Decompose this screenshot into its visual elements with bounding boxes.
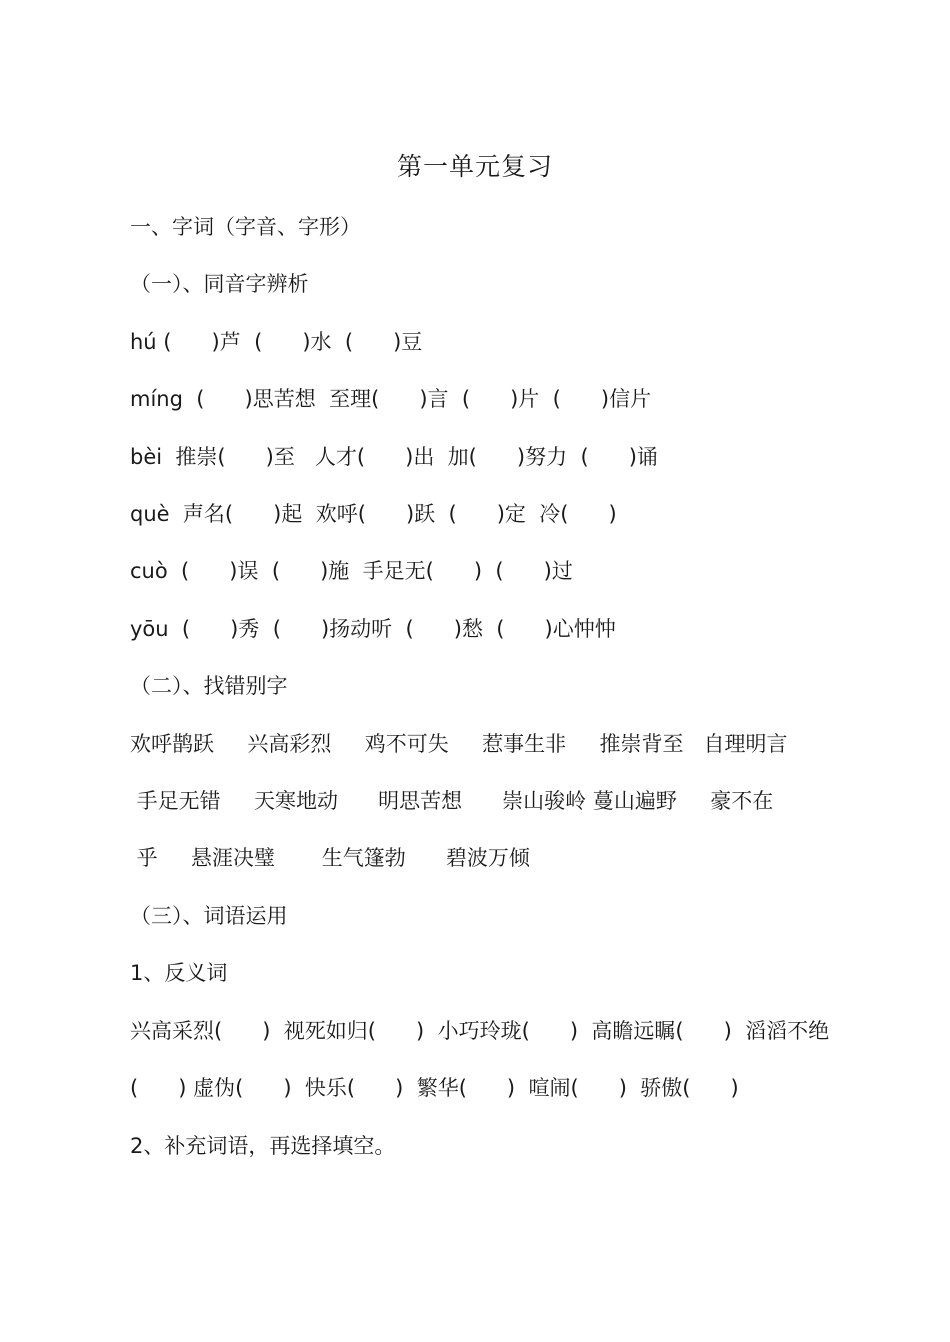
part-heading-typos: （二）、找错别字 <box>130 674 288 698</box>
homophone-line-hu: hú ( )芦 ( )水 ( )豆 <box>130 330 423 354</box>
homophone-line-ming: míng ( )思苦想 至理( )言 ( )片 ( )信片 <box>130 387 652 411</box>
item-heading-antonyms: 1、反义词 <box>130 961 228 985</box>
antonym-line-1: 兴高采烈( ) 视死如归( ) 小巧玲珑( ) 高瞻远瞩( ) 滔滔不绝 <box>130 1019 830 1043</box>
typo-line-2: 手足无错 天寒地动 明思苦想 崇山骏岭 蔓山遍野 豪不在 <box>130 789 774 813</box>
item-heading-fill-in: 2、补充词语，再选择填空。 <box>130 1134 396 1158</box>
part-heading-homophones: （一）、同音字辨析 <box>130 272 309 296</box>
typo-line-1: 欢呼鹊跃 兴高彩烈 鸡不可失 惹事生非 推崇背至 自理明言 <box>130 732 788 756</box>
homophone-line-you: yōu ( )秀 ( )扬动听 ( )愁 ( )心忡忡 <box>130 617 616 641</box>
homophone-line-cuo: cuò ( )误 ( )施 手足无( ) ( )过 <box>130 559 573 583</box>
antonym-line-2: ( ) 虚伪( ) 快乐( ) 繁华( ) 喧闹( ) 骄傲( ) <box>130 1076 739 1100</box>
typo-line-3: 乎 悬涯决璧 生气篷勃 碧波万倾 <box>130 846 530 870</box>
section-heading-words: 一、字词（字音、字形） <box>130 215 361 239</box>
page-title: 第一单元复习 <box>396 152 553 181</box>
homophone-line-que: què 声名( )起 欢呼( )跃 ( )定 冷( ) <box>130 502 617 526</box>
homophone-line-bei: bèi 推崇( )至 人才( )出 加( )努力 ( )诵 <box>130 445 658 469</box>
part-heading-word-usage: （三）、词语运用 <box>130 904 288 928</box>
